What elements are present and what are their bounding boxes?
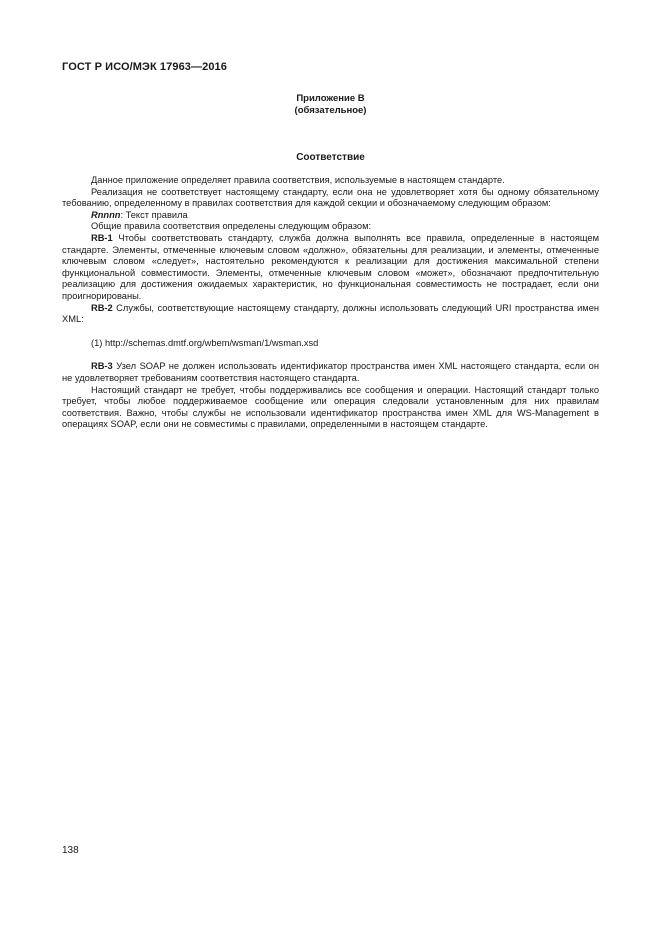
rule-rb2-label: RB-2: [91, 302, 113, 313]
annex-title: Приложение В: [296, 93, 365, 104]
document-body: [62, 175, 599, 431]
rule-rb1-label: RB-1: [91, 232, 113, 243]
namespace-uri: (1) http://schemas.dmtf.org/wbem/wsman/1/wsman.xsd: [91, 337, 319, 348]
annex-heading: [62, 93, 599, 117]
rule-format-text: : Текст правила: [120, 209, 188, 220]
rule-rb1-text: Чтобы соответствовать стандарту, служба должна выполнять все правила, определенные в настоящем стандарте. Элементы, отмеченные ключевым словом «должно», обязательны для реализации, и элементы, отмеченные ключевым словом «следует», настоятельно рекомендуются к реализации для достижения максимальной степени функциональной совместимости. Элементы, отмеченные ключевым словом «может», обозначают предпочтительную реализацию для достижения ожидаемых характеристик, но функциональная совместимость не пострадает, если они проигнорированы.: [62, 232, 599, 301]
section-title: Соответствие: [296, 152, 365, 163]
paragraph-general-rules: Общие правила соответствия определены следующим образом:: [91, 221, 372, 232]
page-number: 138: [62, 845, 79, 856]
annex-status: (обязательное): [294, 105, 367, 116]
rule-rb3: [62, 361, 599, 384]
paragraph-conclusion: Настоящий стандарт не требует, чтобы поддерживались все сообщения и операции. Настоящий стандарт только требует, чтобы любое поддерживаемое сообщение или операция следовали установленным для них правилам соответствия. Важно, чтобы службы не использовали идентификатор пространства имен XML для WS-Management в операциях SOAP, если они не совместимы с правилами, определенными в настоящем стандарте.: [62, 384, 599, 430]
rule-rb2: [62, 303, 599, 326]
document-standard-header: ГОСТ Р ИСО/МЭК 17963—2016: [62, 61, 227, 73]
paragraph-intro: Данное приложение определяет правила соответствия, используемые в настоящем стандарте.: [91, 175, 505, 185]
paragraph-nonconformance: Реализация не соответствует настоящему стандарту, если она не удовлетворяет хотя бы одному обязательному тебованию, определенному в правилах соответствия для каждой секции и обозначаемому следующим образом:: [62, 186, 599, 209]
rule-rb3-label: RB-3: [91, 361, 113, 372]
paragraph-rule-format: [62, 210, 599, 222]
rule-rb1: [62, 233, 599, 303]
rule-label-placeholder: Rnnnn: [91, 209, 121, 220]
rule-rb2-text: Службы, соответствующие настоящему стандарту, должны использовать следующий URI пространства имен XML:: [62, 302, 599, 325]
rule-rb3-text: Узел SOAP не должен использовать идентификатор пространства имен XML настоящего стандарта, если он не удовлетворяет требованиям соответствия настоящего стандарта.: [62, 361, 599, 383]
